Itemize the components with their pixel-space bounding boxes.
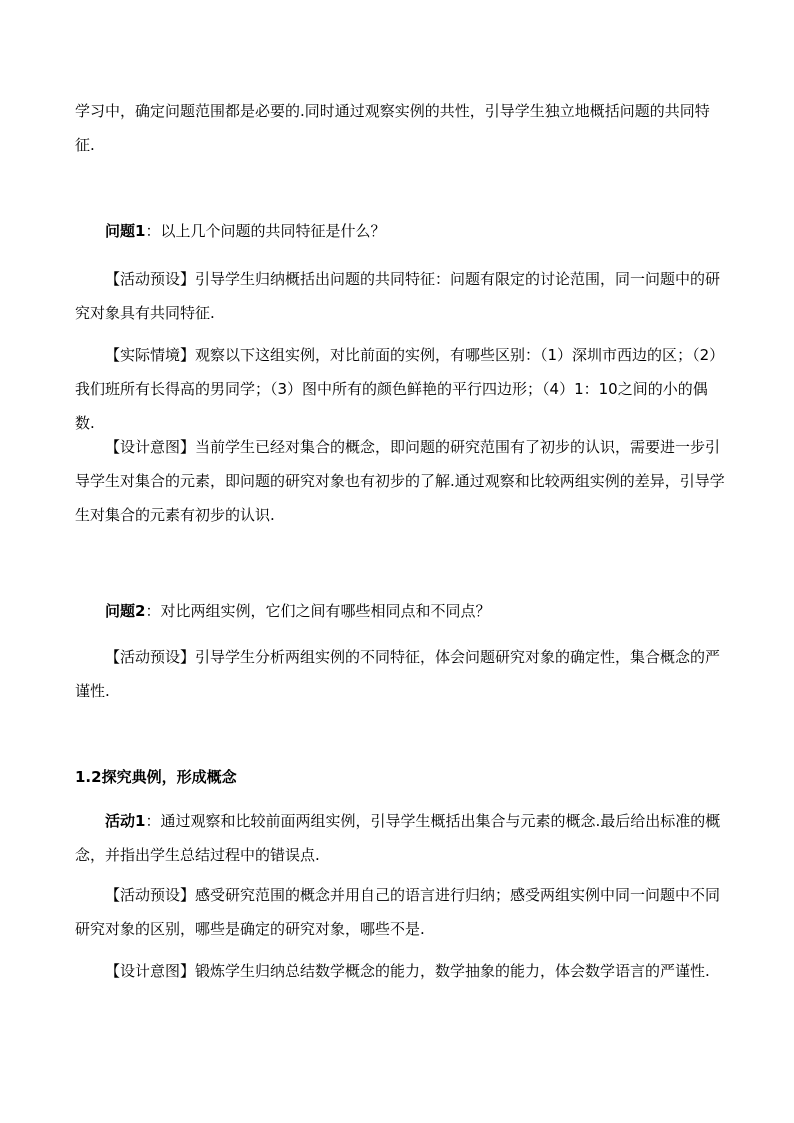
question-2-activity-preset (75, 640, 725, 708)
question-2-colon: ： (145, 602, 161, 620)
question-1 (75, 214, 725, 248)
question-2-label: 问题2 (105, 602, 146, 620)
activity-preset-text: 感受研究范围的概念并用自己的语言进行归纳；感受两组实例中同一问题中不同研究对象的区别，哪些是确定的研究对象，哪些不是. (75, 886, 721, 938)
section-heading (75, 760, 725, 794)
question-1-situation (75, 338, 725, 440)
design-intent-text: 锻炼学生归纳总结数学概念的能力，数学抽象的能力，体会数学语言的严谨性. (195, 962, 710, 980)
intro-paragraph (75, 94, 725, 162)
activity-preset-label: 【活动预设】 (105, 270, 196, 288)
activity-1-design-intent (75, 954, 725, 988)
question-1-design-intent (75, 430, 725, 532)
activity-preset-text: 引导学生分析两组实例的不同特征，体会问题研究对象的确定性，集合概念的严谨性. (75, 648, 721, 700)
activity-1 (75, 804, 725, 872)
activity-1-preset (75, 878, 725, 946)
question-1-text: 以上几个问题的共同特征是什么？ (160, 222, 386, 240)
question-2 (75, 594, 725, 628)
question-2-text: 对比两组实例，它们之间有哪些相同点和不同点？ (160, 602, 491, 620)
activity-preset-text: 引导学生归纳概括出问题的共同特征：问题有限定的讨论范围，同一问题中的研究对象具有共同特征. (75, 270, 721, 322)
section-title: 1.2探究典例，形成概念 (75, 768, 237, 786)
question-1-label: 问题1 (105, 222, 146, 240)
design-intent-label: 【设计意图】 (105, 438, 196, 456)
question-1-colon: ： (145, 222, 161, 240)
situation-text: 观察以下这组实例，对比前面的实例，有哪些区别：（1）深圳市西边的区；（2）我们班所有长得高的男同学；（3）图中所有的颜色鲜艳的平行四边形；（4）1：10之间的小的偶数. (75, 346, 725, 432)
intro-text: 学习中，确定问题范围都是必要的.同时通过观察实例的共性，引导学生独立地概括问题的共同特征. (75, 102, 710, 154)
activity-1-label: 活动1 (105, 812, 146, 830)
design-intent-text: 当前学生已经对集合的概念，即问题的研究范围有了初步的认识，需要进一步引导学生对集合的元素，即问题的研究对象也有初步的了解.通过观察和比较两组实例的差异，引导学生对集合的元素有初步的认识. (75, 438, 725, 524)
question-1-activity-preset (75, 262, 725, 330)
activity-1-colon: ： (145, 812, 161, 830)
design-intent-label: 【设计意图】 (105, 962, 196, 980)
situation-label: 【实际情境】 (105, 346, 196, 364)
activity-preset-label: 【活动预设】 (105, 648, 196, 666)
activity-preset-label: 【活动预设】 (105, 886, 196, 904)
activity-1-text: 通过观察和比较前面两组实例，引导学生概括出集合与元素的概念.最后给出标准的概念，并指出学生总结过程中的错误点. (75, 812, 721, 864)
